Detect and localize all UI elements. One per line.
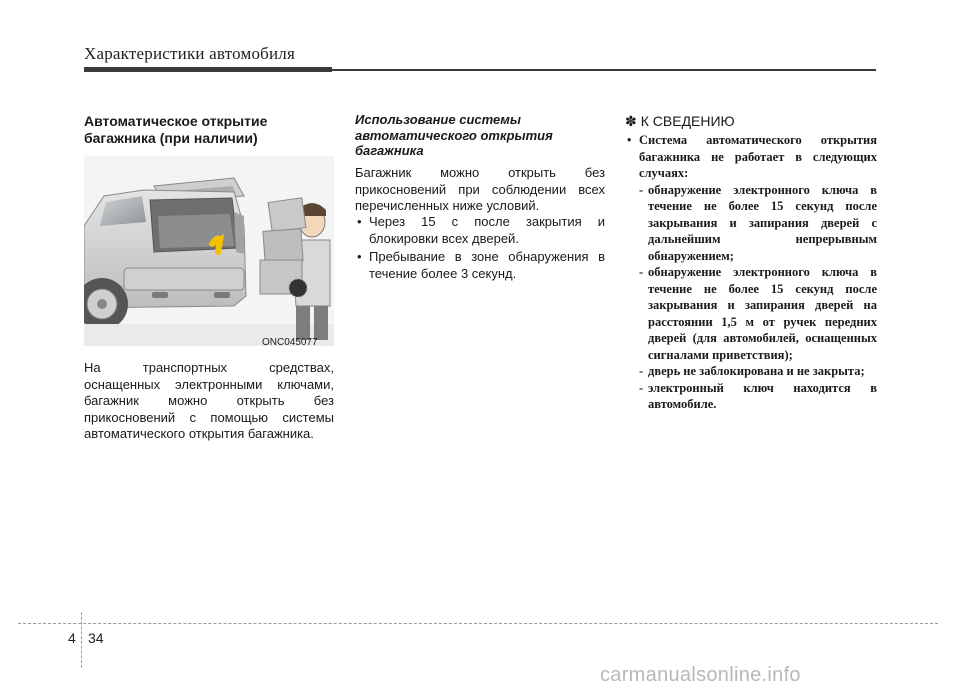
notice-star-icon: ✽ bbox=[625, 113, 637, 129]
page-header-title: Характеристики автомобиля bbox=[84, 44, 295, 63]
notice-lead-text: Система автоматического открытия багажника не работает в следующих случаях: bbox=[639, 133, 877, 180]
footer-divider bbox=[81, 612, 82, 668]
conditions-list bbox=[355, 214, 605, 284]
list-item-text: обнаружение электронного ключа в течение не более 15 секунд после закрывания и запирания дверей с дальнейшим непрерывным обнаружением; bbox=[648, 182, 877, 263]
notice-lead bbox=[625, 132, 877, 182]
chapter-number: 4 bbox=[68, 630, 76, 646]
notice-list bbox=[625, 182, 877, 413]
bullet-icon: • bbox=[357, 249, 362, 264]
header-rule-thick bbox=[84, 67, 332, 72]
list-item-text: Пребывание в зоне обнаружения в течение более 3 секунд. bbox=[369, 249, 605, 281]
section-heading-auto-trunk: Автоматическое открытие багажника (при наличии) bbox=[84, 113, 268, 146]
list-item bbox=[625, 363, 877, 380]
list-item bbox=[625, 380, 877, 413]
list-item bbox=[355, 249, 605, 282]
dash-icon: - bbox=[639, 380, 644, 395]
trunk-illustration bbox=[84, 156, 334, 346]
list-item bbox=[625, 182, 877, 265]
trunk-illustration-svg bbox=[84, 156, 334, 346]
notice-heading bbox=[625, 113, 877, 130]
footer-rule bbox=[18, 623, 938, 624]
list-item bbox=[355, 214, 605, 247]
bullet-icon: • bbox=[357, 214, 362, 229]
list-item-text: электронный ключ находится в автомобиле. bbox=[648, 380, 877, 411]
notice-heading-text: К СВЕДЕНИЮ bbox=[640, 113, 735, 129]
dash-icon: - bbox=[639, 265, 644, 279]
figure-caption: ONC045077 bbox=[262, 337, 318, 348]
list-item-text: Через 15 с после закрытия и блокировки всех дверей. bbox=[369, 214, 605, 246]
notice-body bbox=[625, 132, 877, 413]
watermark-text: carmanualsonline.info bbox=[600, 664, 801, 686]
subsection-heading-usage: Использование системы автоматического открытия багажника bbox=[355, 112, 553, 158]
list-item-text: дверь не заблокирована и не закрыта; bbox=[648, 364, 865, 378]
header-rule-thin bbox=[332, 69, 876, 71]
dash-icon: - bbox=[639, 182, 644, 197]
dash-icon: - bbox=[639, 364, 644, 378]
list-item-text: обнаружение электронного ключа в течение не более 15 секунд после закрывания и запирания дверей на расстоянии 1,5 м от ручек передних дверей (для автомобилей, оснащенных сигналами приветствия); bbox=[648, 265, 877, 362]
list-item bbox=[625, 264, 877, 363]
page-number: 34 bbox=[88, 630, 104, 646]
usage-paragraph: Багажник можно открыть без прикосновений при соблюдении всех перечисленных ниже условий. bbox=[355, 165, 605, 213]
bullet-icon: • bbox=[627, 133, 632, 147]
intro-paragraph: На транспортных средствах, оснащенных электронными ключами, багажник можно открыть без прикосновений с помощью системы автоматического открытия багажника. bbox=[84, 360, 334, 441]
